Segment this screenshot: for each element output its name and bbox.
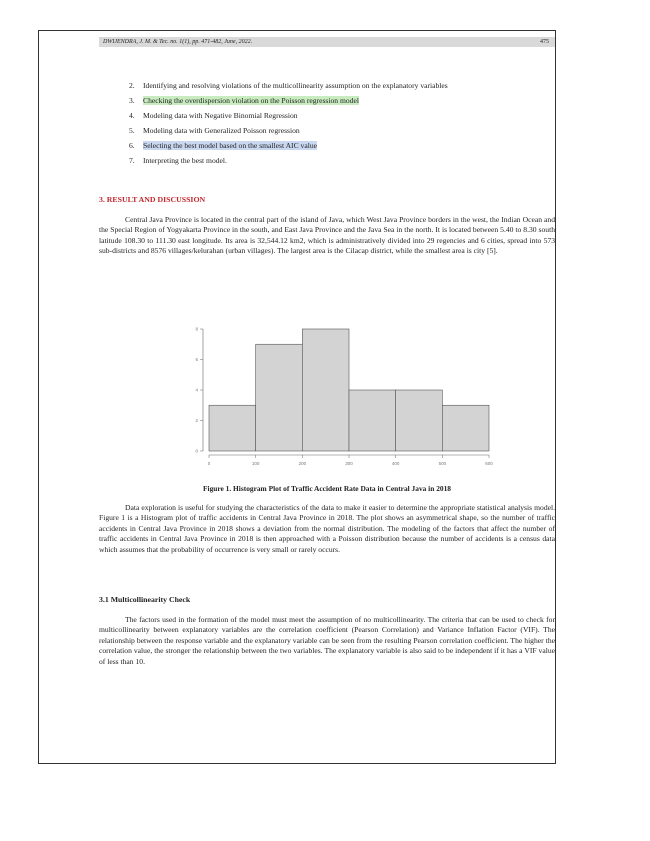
y-tick-label: 2 [195,418,198,423]
list-item: 5. Modeling data with Generalized Poisson regression [129,126,300,135]
histogram-bar [209,405,256,451]
document-page [38,30,556,764]
list-item: 6. Selecting the best model based on the smallest AIC value [129,141,317,150]
list-item: 3. Checking the overdispersion violation on the Poisson regression model [129,96,359,105]
journal-citation: DWIJENDRA, J. M. & Tec. no. 1(1), pp. 471-482, June, 2022. [103,39,253,45]
y-tick-label: 4 [195,387,198,393]
paragraph-intro: Central Java Province is located in the central part of the island of Java, which West Java Province borders in the west, the Indian Ocean and the Special Region of Yogyakarta Province in the south, and East Java Province and the Java Sea in the north. It is located between 5.40 to 8.30 south latitude 108.30 to 111.30 east longitude. Its area is 32,544.12 km2, which is administratively divided into 29 regencies and 6 cities, spread into 573 sub-districts and 8576 villages/kelurahan (urban villages). The largest area is the Cilacap district, while the smallest area is city [5]. [99,215,555,256]
subsection-heading: 3.1 Multicollinearity Check [99,595,191,604]
histogram-bar [396,390,443,451]
paragraph-multicollinearity: The factors used in the formation of the model must meet the assumption of no multicollinearity. The criteria that can be used to check for multicollinearity between explanatory variables are the correlation coefficient (Pearson Correlation) and Variance Inflation Factor (VIF). The relationship between the response variable and the explanatory variable can be seen from the resulting Pearson correlation coefficient. The higher the correlation value, the stronger the relationship between the two variables. The explanatory variable is also said to be independent if it has a VIF value of less than 10. [99,615,555,666]
x-tick-label: 0 [207,461,211,466]
histogram-figure [169,321,499,481]
list-item: 2. Identifying and resolving violations of the multicollinearity assumption on the explanatory variables [129,81,448,90]
page-number: 475 [540,39,549,45]
histogram-bar [302,329,349,451]
histogram-bar [442,405,489,451]
x-tick-label: 200 [298,461,307,466]
y-tick-label: 0 [195,448,198,454]
paragraph-exploration: Data exploration is useful for studying the characteristics of the data to make it easier to determine the appropriate statistical analysis model. Figure 1 is a Histogram plot of traffic accidents in Central Java Province in 2018. The plot shows an asymmetrical shape, so the number of traffic accidents in Central Java Province in 2018 shows a deviation from the normal distribution. The modeling of the factors that affect the number of traffic accidents in Central Java Province in 2018 is then approached with a Poisson distribution because the number of accidents is a census data which assumes that the probability of occurrence is very small or rarely occurs. [99,503,555,554]
x-tick-label: 600 [485,461,493,466]
histogram-bar [349,390,396,451]
section-heading: 3. RESULT AND DISCUSSION [99,195,206,204]
x-tick-label: 400 [391,461,400,466]
y-tick-label: 6 [195,357,198,362]
x-tick-label: 300 [345,461,353,466]
y-tick-label: 8 [195,326,198,332]
x-tick-label: 500 [438,461,447,466]
list-item: 7. Interpreting the best model. [129,156,227,165]
x-tick-label: 100 [251,461,260,466]
list-item: 4. Modeling data with Negative Binomial Regression [129,111,298,120]
figure-caption: Figure 1. Histogram Plot of Traffic Accident Rate Data in Central Java in 2018 [203,484,451,493]
running-header [99,37,555,47]
histogram-bar [256,344,303,451]
